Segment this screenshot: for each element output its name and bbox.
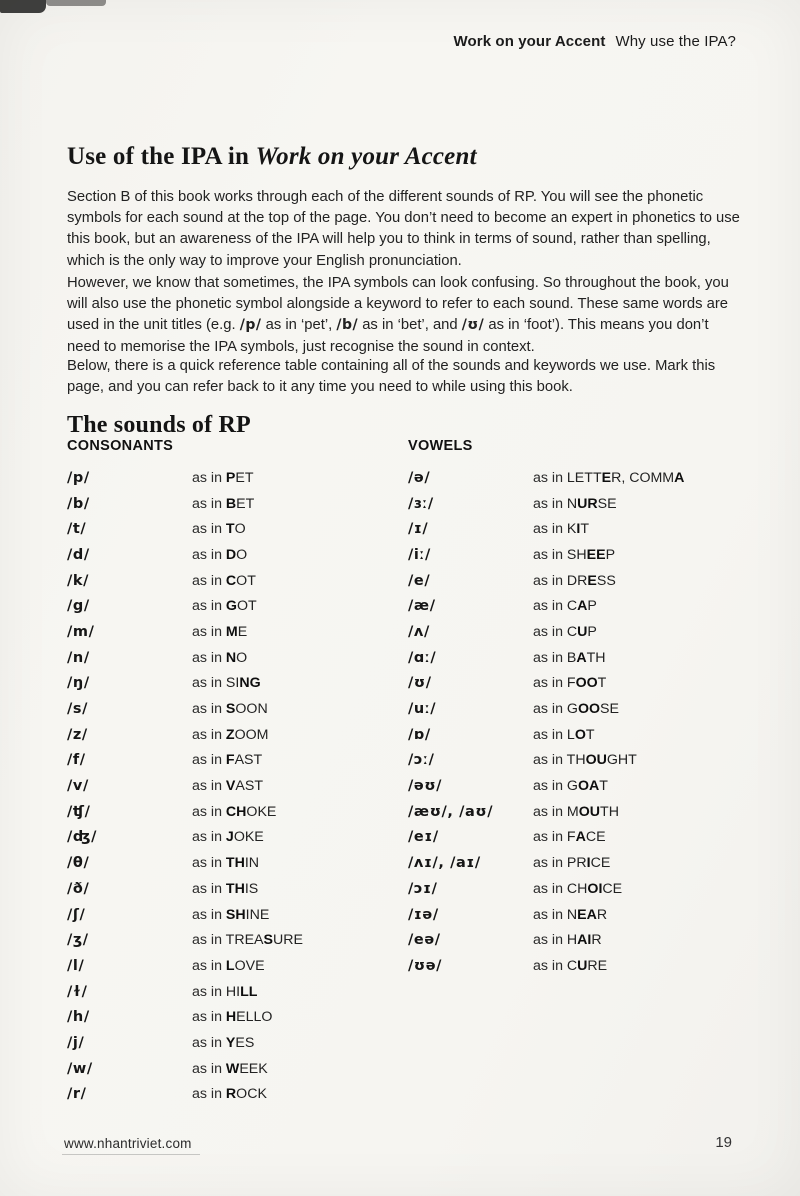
- ipa-symbol: /ə/: [408, 469, 431, 486]
- keyword: as in PRICE: [533, 855, 611, 872]
- keyword: as in CURE: [533, 957, 608, 974]
- sound-row: [408, 748, 743, 774]
- keyword: as in NO: [192, 649, 248, 666]
- keyword: as in PET: [192, 469, 254, 486]
- keyword: as in YES: [192, 1034, 255, 1051]
- keyword: as in ROCK: [192, 1086, 267, 1103]
- sound-row: [67, 568, 402, 594]
- ipa-symbol: /ð/: [67, 880, 90, 897]
- ipa-symbol: /f/: [67, 752, 86, 769]
- ipa-symbol: /uː/: [408, 701, 437, 718]
- ipa-symbol: /ʃ/: [67, 906, 86, 923]
- sound-row: [408, 927, 743, 953]
- ipa-symbol: /ɒ/: [408, 726, 431, 743]
- page-title: [67, 143, 477, 171]
- sound-row: [408, 491, 743, 517]
- keyword: as in FOOT: [533, 675, 607, 692]
- ipa-symbol: /g/: [67, 598, 90, 615]
- keyword: as in CAP: [533, 598, 597, 615]
- ipa-symbol: /t/: [67, 521, 87, 538]
- ipa-symbol: /e/: [408, 572, 431, 589]
- ipa-symbol: /w/: [67, 1060, 93, 1077]
- sound-row: [67, 593, 402, 619]
- keyword: as in DO: [192, 546, 248, 563]
- paragraph-2: However, we know that sometimes, the IPA symbols can look confusing. So throughout the book, you will also use the phonetic symbol alongside a keyword to refer to each sound. These same words are used in the unit titles (e.g. /p/ as in ‘pet’, /b/ as in ‘bet’, and /ʊ/ as in ‘foot’). This means you don’t need to memorise the IPA symbols, just recognise the sound in context.: [67, 274, 729, 355]
- page-footer: [64, 1134, 736, 1160]
- sound-row: [67, 927, 402, 953]
- ipa-symbol: /b/: [67, 495, 90, 512]
- keyword: as in SHEEP: [533, 546, 616, 563]
- ipa-symbol: /ɪə/: [408, 906, 439, 923]
- keyword: as in HELLO: [192, 1009, 273, 1026]
- ipa-symbol: /p/: [67, 469, 90, 486]
- keyword: as in GOAT: [533, 778, 608, 795]
- sound-row: [67, 542, 402, 568]
- keyword: as in LETTER, COMMA: [533, 469, 685, 486]
- keyword: as in HAIR: [533, 932, 602, 949]
- ipa-symbol: /ʤ/: [67, 829, 97, 846]
- keyword: as in DRESS: [533, 572, 616, 589]
- paragraph-3: Below, there is a quick reference table containing all of the sounds and keywords we use. Mark this page, and you can refer back to it any time you need to while using this book.: [67, 357, 716, 396]
- ipa-symbol: /θ/: [67, 855, 90, 872]
- ipa-symbol: /d/: [67, 546, 90, 563]
- sound-row: [408, 465, 743, 491]
- ipa-symbol: /ŋ/: [67, 675, 90, 692]
- sound-row: [67, 491, 402, 517]
- sound-row: [408, 773, 743, 799]
- sound-row: [67, 465, 402, 491]
- page-title-book-name: Work on your Accent: [255, 142, 477, 170]
- sound-row: [67, 671, 402, 697]
- sound-row: [67, 773, 402, 799]
- consonants-column: [67, 438, 402, 1107]
- sound-row: [67, 722, 402, 748]
- keyword: as in NEAR: [533, 906, 608, 923]
- ipa-symbol: /æʊ/, /aʊ/: [408, 803, 494, 820]
- sound-row: [408, 799, 743, 825]
- ipa-symbol: /ɔɪ/: [408, 880, 438, 897]
- ipa-symbol: /æ/: [408, 598, 436, 615]
- sound-row: [408, 619, 743, 645]
- ipa-symbol: /ʒ/: [67, 932, 89, 949]
- sound-row: [408, 645, 743, 671]
- ipa-symbol: /ɜː/: [408, 495, 434, 512]
- ipa-symbol: /ʊə/: [408, 957, 443, 974]
- paragraph-1: Section B of this book works through each of the different sounds of RP. You will see the phonetic symbols for each sound at the top of the page. You don’t need to become an expert in phonetics to use this book, but an awareness of the IPA will help you to think in terms of sound, rather than spelling, which is the only way to improve your English pronunciation.: [67, 188, 740, 269]
- sound-row: [67, 619, 402, 645]
- ipa-symbol: /ɔː/: [408, 752, 435, 769]
- ipa-symbol: /ʌ/: [408, 623, 430, 640]
- keyword: as in BATH: [533, 649, 606, 666]
- page-header: [454, 33, 736, 50]
- vowels-header: VOWELS: [408, 438, 473, 454]
- keyword: as in SING: [192, 675, 261, 692]
- sound-row: [408, 516, 743, 542]
- sound-row: [408, 850, 743, 876]
- keyword: as in SHINE: [192, 906, 270, 923]
- sound-row: [408, 696, 743, 722]
- ipa-symbol: /eə/: [408, 932, 441, 949]
- sound-row: [67, 516, 402, 542]
- ipa-symbol: /s/: [67, 701, 89, 718]
- ipa-symbol: /ɪ/: [408, 521, 429, 538]
- ipa-symbol: /ʧ/: [67, 803, 91, 820]
- sound-row: [408, 542, 743, 568]
- sound-row: [408, 902, 743, 928]
- keyword: as in THOUGHT: [533, 752, 637, 769]
- ipa-symbol: /iː/: [408, 546, 431, 563]
- keyword: as in COT: [192, 572, 256, 589]
- keyword: as in JOKE: [192, 829, 264, 846]
- ipa-symbol: /ʊ/: [408, 675, 432, 692]
- page-number: 19: [715, 1134, 732, 1151]
- sound-row: [67, 1004, 402, 1030]
- keyword: as in FACE: [533, 829, 606, 846]
- keyword: as in BET: [192, 495, 255, 512]
- vowels-rows: [408, 465, 743, 979]
- sound-row: [408, 568, 743, 594]
- ipa-symbol: /əʊ/: [408, 778, 443, 795]
- ipa-symbol: /h/: [67, 1009, 90, 1026]
- ipa-symbol-inline: /ʊ/: [461, 317, 485, 334]
- keyword: as in CHOICE: [533, 880, 623, 897]
- sound-row: [67, 953, 402, 979]
- vowels-column: [408, 438, 743, 979]
- keyword: as in TO: [192, 521, 246, 538]
- sound-row: [67, 645, 402, 671]
- ipa-symbol: /eɪ/: [408, 829, 439, 846]
- sound-row: [408, 722, 743, 748]
- keyword: as in TREASURE: [192, 932, 303, 949]
- ipa-symbol-inline: /p/: [239, 317, 262, 334]
- page-title-prefix: Use of the IPA in: [67, 142, 256, 170]
- sound-row: [408, 876, 743, 902]
- keyword: as in VAST: [192, 778, 263, 795]
- sound-row: [67, 1030, 402, 1056]
- keyword: as in GOOSE: [533, 701, 619, 718]
- consonants-header: CONSONANTS: [67, 438, 174, 454]
- sound-row: [67, 850, 402, 876]
- sound-row: [67, 748, 402, 774]
- ipa-symbol: /k/: [67, 572, 90, 589]
- sound-row: [67, 696, 402, 722]
- scan-artifact: [46, 0, 106, 6]
- keyword: as in SOON: [192, 701, 268, 718]
- keyword: as in GOT: [192, 598, 257, 615]
- ipa-symbol: /z/: [67, 726, 88, 743]
- ipa-symbol: /l/: [67, 957, 85, 974]
- sound-row: [67, 876, 402, 902]
- keyword: as in MOUTH: [533, 803, 619, 820]
- keyword: as in KIT: [533, 521, 590, 538]
- keyword: as in THIN: [192, 855, 260, 872]
- keyword: as in CHOKE: [192, 803, 277, 820]
- sound-row: [408, 825, 743, 851]
- section-title: Why use the IPA?: [615, 33, 736, 50]
- ipa-symbol: /ɫ/: [67, 983, 88, 1000]
- sound-row: [67, 1082, 402, 1108]
- ipa-symbol: /n/: [67, 649, 90, 666]
- scan-artifact: [0, 0, 46, 13]
- sound-row: [67, 1056, 402, 1082]
- publisher-website: www.nhantriviet.com: [64, 1136, 192, 1151]
- keyword: as in LOVE: [192, 957, 265, 974]
- keyword: as in HILL: [192, 983, 258, 1000]
- sound-row: [67, 979, 402, 1005]
- book-title: Work on your Accent: [453, 33, 606, 50]
- consonants-rows: [67, 465, 402, 1107]
- sound-row: [408, 671, 743, 697]
- sound-row: [67, 799, 402, 825]
- sound-row: [67, 825, 402, 851]
- sound-row: [408, 953, 743, 979]
- keyword: as in THIS: [192, 880, 259, 897]
- ipa-symbol: /j/: [67, 1034, 85, 1051]
- ipa-symbol: /m/: [67, 623, 95, 640]
- ipa-symbol: /r/: [67, 1086, 87, 1103]
- sounds-section-title: The sounds of RP: [67, 411, 251, 438]
- keyword: as in LOT: [533, 726, 595, 743]
- ipa-symbol: /ɑː/: [408, 649, 437, 666]
- sound-row: [408, 593, 743, 619]
- keyword: as in CUP: [533, 623, 597, 640]
- sound-row: [67, 902, 402, 928]
- keyword: as in FAST: [192, 752, 263, 769]
- keyword: as in WEEK: [192, 1060, 268, 1077]
- ipa-symbol-inline: /b/: [336, 317, 359, 334]
- keyword: as in ME: [192, 623, 248, 640]
- keyword: as in ZOOM: [192, 726, 269, 743]
- ipa-symbol: /ʌɪ/, /aɪ/: [408, 855, 481, 872]
- keyword: as in NURSE: [533, 495, 617, 512]
- ipa-symbol: /v/: [67, 778, 89, 795]
